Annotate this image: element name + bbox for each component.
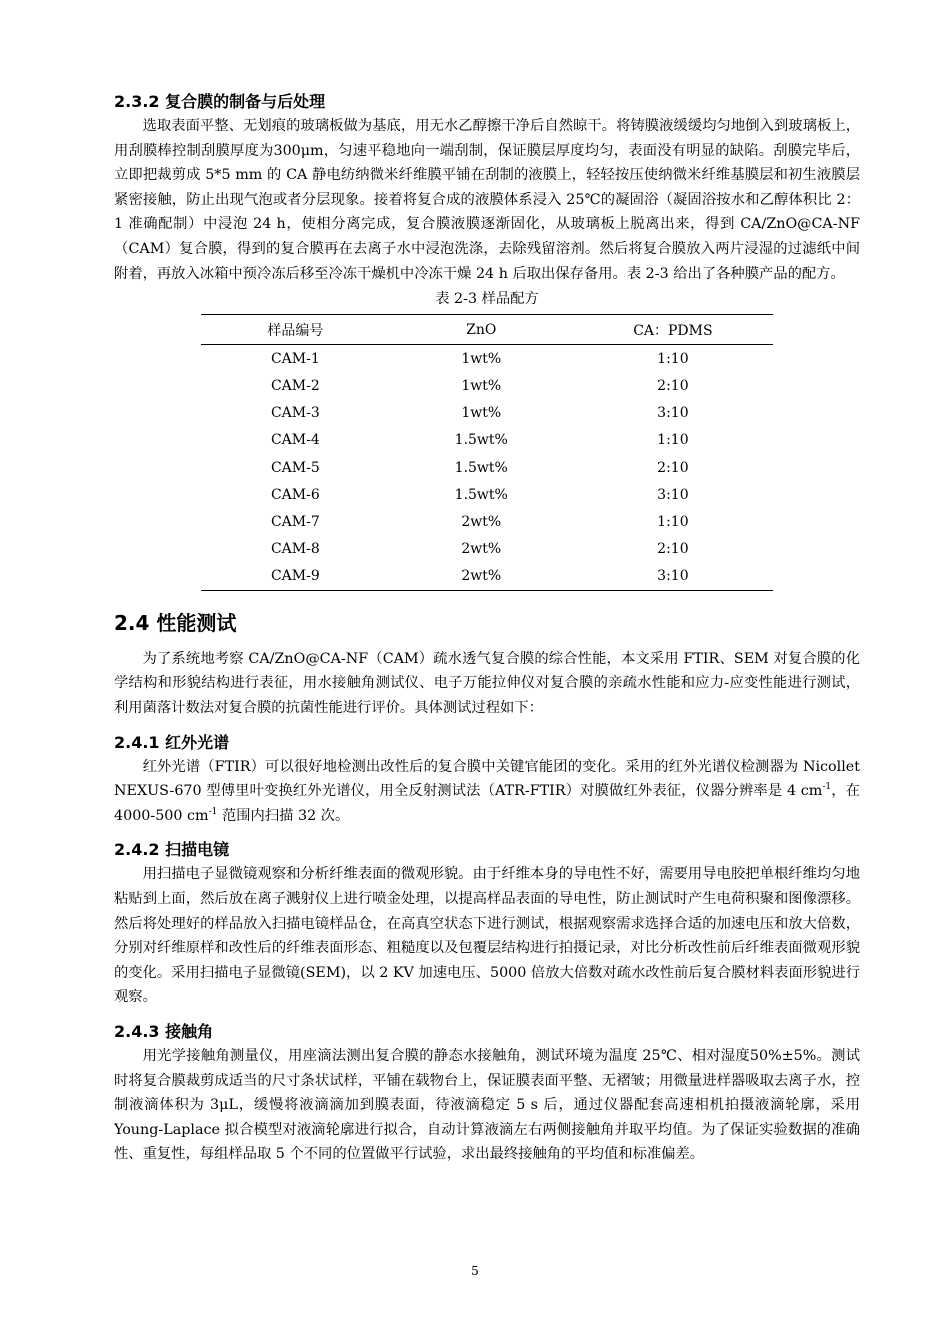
cell-sample-id: CAM-9 (201, 563, 390, 591)
table-caption: 表 2-3 样品配方 (435, 291, 539, 308)
section-2-4-2-body: 用扫描电子显微镜观察和分析纤维表面的微观形貌。由于纤维本身的导电性不好，需要用导电胶把单根纤维均匀地粘贴到上面，然后放在离子溅射仪上进行喷金处理，以提高样品表面的导电性，防止测试时产生电荷积聚和图像漂移。然后将处理好的样品放入扫描电镜样品仓，在高真空状态下进行测试，根据观察需求选择合适的加速电压和放大倍数，分别对纤维原样和改性后的纤维表面形态、粗糙度以及包覆层结构进行拍摄记录，对比分析改性前后纤维表面微观形貌的变化。采用扫描电子显微镜(SEM)，以 2 KV 加速电压、5000 倍放大倍数对疏水改性前后复合膜材料表面形貌进行观察。 (114, 866, 860, 1006)
sample-formula-table (201, 314, 773, 591)
cell-sample-id: CAM-4 (270, 432, 320, 449)
ftir-text-b: ，在 4000-500 cm (114, 783, 861, 824)
table-row (201, 400, 773, 427)
table-row (201, 508, 773, 535)
cell-ca-pdms: 1:10 (657, 350, 689, 367)
cell-ca-pdms: 3:10 (573, 563, 773, 591)
table-row (201, 563, 773, 591)
cell-zno: 1wt% (461, 377, 502, 394)
table-row (201, 454, 773, 481)
cell-sample-id: CAM-1 (270, 350, 320, 367)
cell-zno: 1.5wt% (454, 432, 508, 449)
table-row (201, 372, 773, 399)
cell-ca-pdms: 2:10 (657, 377, 689, 394)
cell-sample-id: CAM-2 (270, 377, 320, 394)
unit-exponent: -1 (822, 782, 832, 793)
cell-zno: 1.5wt% (454, 459, 508, 476)
column-header-ca-pdms: CA：PDMS (573, 315, 773, 345)
section-2-4-1-title: 2.4.1 红外光谱 (114, 732, 230, 752)
section-2-4-3-title: 2.4.3 接触角 (114, 1021, 214, 1041)
cell-sample-id: CAM-5 (270, 459, 320, 476)
page-number: 5 (471, 1264, 479, 1278)
cell-zno: 2wt% (461, 541, 502, 558)
unit-exponent: -1 (208, 807, 218, 818)
section-2-4-title: 2.4 性能测试 (114, 610, 237, 635)
table-header-row (201, 315, 773, 345)
cell-ca-pdms: 2:10 (657, 459, 689, 476)
section-2-4-3-body: 用光学接触角测量仪，用座滴法测出复合膜的静态水接触角，测试环境为温度 25℃、相对湿度50%±5%。测试时将复合膜裁剪成适当的尺寸条状试样，平铺在载物台上，保证膜表面平整、无褶皱；用微量进样器吸取去离子水，控制液滴体积为 3μL，缓慢将液滴滴加到膜表面，待液滴稳定 5 s 后，通过仪器配套高速相机拍摄液滴轮廓，采用 Young-Laplace 拟合模型对液滴轮廓进行拟合，自动计算液滴左右两侧接触角并取平均值。为了保证实验数据的准确性、重复性，每组样品取 5 个不同的位置做平行试验，求出最终接触角的平均值和标准偏差。 (114, 1047, 860, 1163)
page-content (114, 90, 860, 1167)
cell-zno: 2wt% (461, 513, 502, 530)
table-row (201, 345, 773, 373)
section-2-3-2-body: 选取表面平整、无划痕的玻璃板做为基底，用无水乙醇擦干净后自然晾干。将铸膜液缓缓均匀地倒入到玻璃板上，用刮膜棒控制刮膜厚度为300μm，匀速平稳地向一端刮制，保证膜层厚度均匀，表面没有明显的缺陷。刮膜完毕后，立即把裁剪成 5*5 mm 的 CA 静电纺纳微米纤维膜平铺在刮制的液膜上，轻轻按压使纳微米纤维基膜层和初生液膜层紧密接触，防止出现气泡或者分层现象。接着将复合成的液膜体系浸入 25℃的凝固浴（凝固浴按水和乙醇体积比 2：1 准确配制）中浸泡 24 h，使相分离完成，复合膜液膜逐渐固化，从玻璃板上脱离出来，得到 CA/ZnO@CA-NF（CAM）复合膜，得到的复合膜再在去离子水中浸泡洗涤，去除残留溶剂。然后将复合膜放入两片浸湿的过滤纸中间附着，再放入冰箱中预冷冻后移至冷冻干燥机中冷冻干燥 24 h 后取出保存备用。表 2-3 给出了各种膜产品的配方。 (114, 118, 860, 282)
column-header-zno: ZnO (390, 315, 573, 345)
section-2-4-body: 为了系统地考察 CA/ZnO@CA-NF（CAM）疏水透气复合膜的综合性能，本文采用 FTIR、SEM 对复合膜的化学结构和形貌结构进行表征，用水接触角测试仪、电子万能拉伸仪对复合膜的亲疏水性能和应力-应变性能进行测试，利用菌落计数法对复合膜的抗菌性能进行评价。具体测试过程如下： (114, 650, 860, 717)
section-2-3-2-title: 2.3.2 复合膜的制备与后处理 (114, 92, 326, 111)
cell-ca-pdms: 2:10 (657, 541, 689, 558)
ftir-text-a: 红外光谱（FTIR）可以很好地检测出改性后的复合膜中关键官能团的变化。采用的红外光谱仪检测器为 Nicollet NEXUS-670 型傅里叶变换红外光谱仪，用全反射测试法（ATR-FTIR）对膜做红外表征，仪器分辨率是 4 cm (114, 758, 860, 800)
section-2-4-2-title: 2.4.2 扫描电镜 (114, 840, 230, 860)
cell-zno: 2wt% (390, 563, 573, 591)
cell-sample-id: CAM-7 (270, 513, 320, 530)
cell-sample-id: CAM-3 (270, 405, 320, 422)
ftir-text-c: 范围内扫描 32 次。 (217, 807, 350, 824)
cell-zno: 1wt% (461, 350, 502, 367)
cell-ca-pdms: 1:10 (657, 432, 689, 449)
cell-zno: 1.5wt% (454, 486, 508, 503)
cell-ca-pdms: 3:10 (657, 486, 689, 503)
cell-sample-id: CAM-8 (270, 541, 320, 558)
column-header-sample-id: 样品编号 (201, 315, 390, 345)
table-row (201, 481, 773, 508)
cell-zno: 1wt% (461, 405, 502, 422)
table-row (201, 427, 773, 454)
section-2-4-1-body (114, 755, 860, 829)
cell-ca-pdms: 3:10 (657, 405, 689, 422)
cell-ca-pdms: 1:10 (657, 513, 689, 530)
cell-sample-id: CAM-6 (270, 486, 320, 503)
table-row (201, 535, 773, 562)
